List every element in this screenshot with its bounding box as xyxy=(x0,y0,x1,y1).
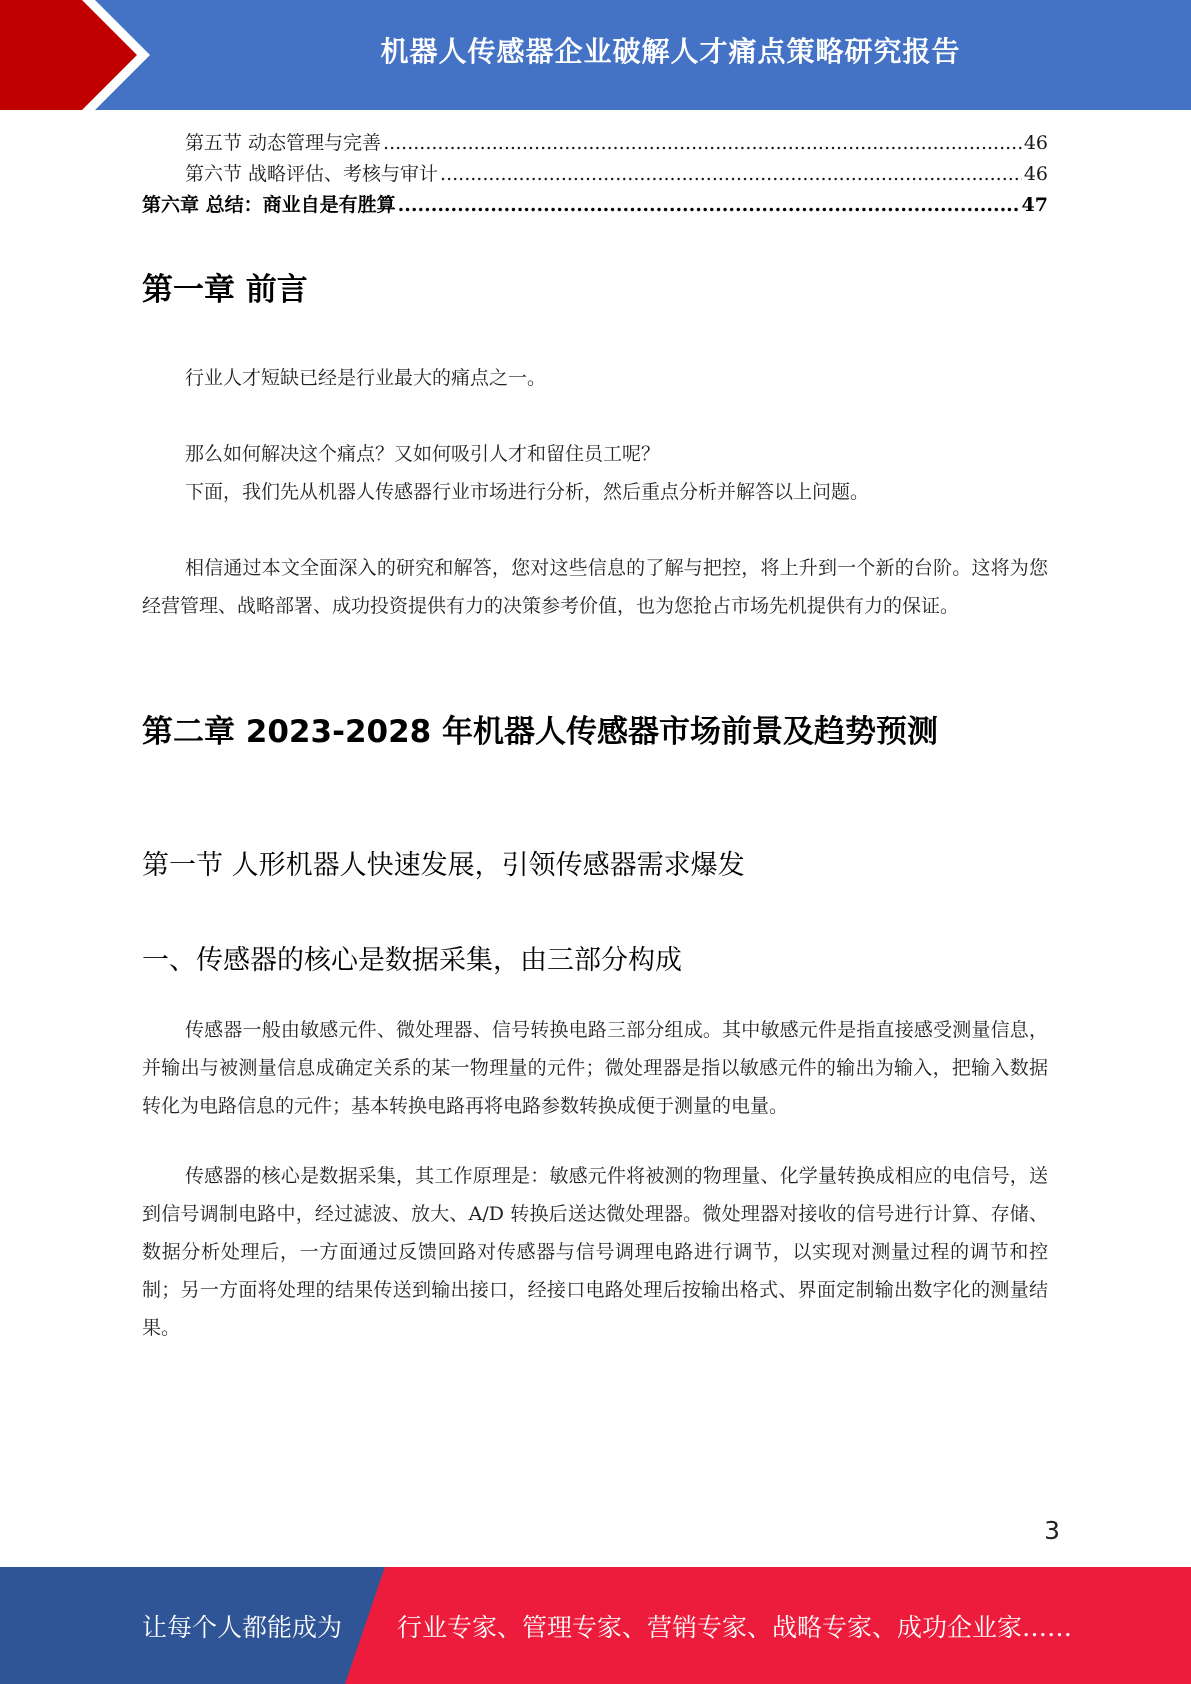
toc-leader-dots xyxy=(398,192,1020,218)
subsection-heading: 一、传感器的核心是数据采集，由三部分构成 xyxy=(142,945,682,976)
toc-leader-dots xyxy=(383,130,1022,156)
chapter-2-paragraph-1: 传感器一般由敏感元件、微处理器、信号转换电路三部分组成。其中敏感元件是指直接感受测量信息，并输出与被测量信息成确定关系的某一物理量的元件；微处理器是指以敏感元件的输出为输入，把输入数据转化为电路信息的元件；基本转换电路再将电路参数转换成便于测量的电量。 xyxy=(142,1019,1048,1117)
toc-entry[interactable] xyxy=(185,161,1048,187)
toc-entry-label: 第六章 总结：商业自是有胜算 xyxy=(142,194,396,216)
page-number: 3 xyxy=(1044,1516,1060,1545)
toc-entry-page: 46 xyxy=(1023,132,1048,154)
toc-entry-label: 第六节 战略评估、考核与审计 xyxy=(185,163,439,185)
section-heading: 第一节 人形机器人快速发展，引领传感器需求爆发 xyxy=(142,850,745,881)
page-header-banner xyxy=(0,0,1191,110)
chapter-1-paragraph-1: 行业人才短缺已经是行业最大的痛点之一。 xyxy=(185,367,547,389)
chapter-2-paragraph-2: 传感器的核心是数据采集，其工作原理是：敏感元件将被测的物理量、化学量转换成相应的电信号，送到信号调制电路中，经过滤波、放大、A/D 转换后送达微处理器。微处理器对接收的信号进行计算、存储、数据分析处理后，一方面通过反馈回路对传感器与信号调理电路进行调节，以实现对测量过程的调节和控制；另一方面将处理的结果传送到输出接口，经接口电路处理后按输出格式、界面定制输出数字化的测量结果。 xyxy=(142,1165,1048,1339)
chapter-1-paragraph-2: 那么如何解决这个痛点？又如何吸引人才和留住员工呢？ xyxy=(185,443,661,465)
toc-entry-label: 第五节 动态管理与完善 xyxy=(185,132,382,154)
toc-entry-chapter[interactable] xyxy=(142,192,1048,218)
footer-slogan-right: 行业专家、管理专家、营销专家、战略专家、成功企业家…… xyxy=(397,1612,1073,1642)
report-title: 机器人传感器企业破解人才痛点策略研究报告 xyxy=(380,35,961,68)
chapter-1-paragraph-4: 相信通过本文全面深入的研究和解答，您对这些信息的了解与把控，将上升到一个新的台阶。这将为您经营管理、战略部署、成功投资提供有力的决策参考价值，也为您抢占市场先机提供有力的保证。 xyxy=(142,557,1048,617)
chapter-1-paragraph-3: 下面，我们先从机器人传感器行业市场进行分析，然后重点分析并解答以上问题。 xyxy=(185,481,870,503)
chevron-arrow-icon xyxy=(0,0,160,110)
page-footer-banner xyxy=(0,1567,1191,1684)
toc-leader-dots xyxy=(440,161,1022,187)
toc-entry-page: 47 xyxy=(1021,194,1048,216)
chapter-2-heading: 第二章 2023-2028 年机器人传感器市场前景及趋势预测 xyxy=(142,714,939,750)
footer-slogan-left: 让每个人都能成为 xyxy=(142,1612,343,1642)
toc-entry-page: 46 xyxy=(1023,163,1048,185)
toc-entry[interactable] xyxy=(185,130,1048,156)
chapter-1-heading: 第一章 前言 xyxy=(142,272,308,308)
